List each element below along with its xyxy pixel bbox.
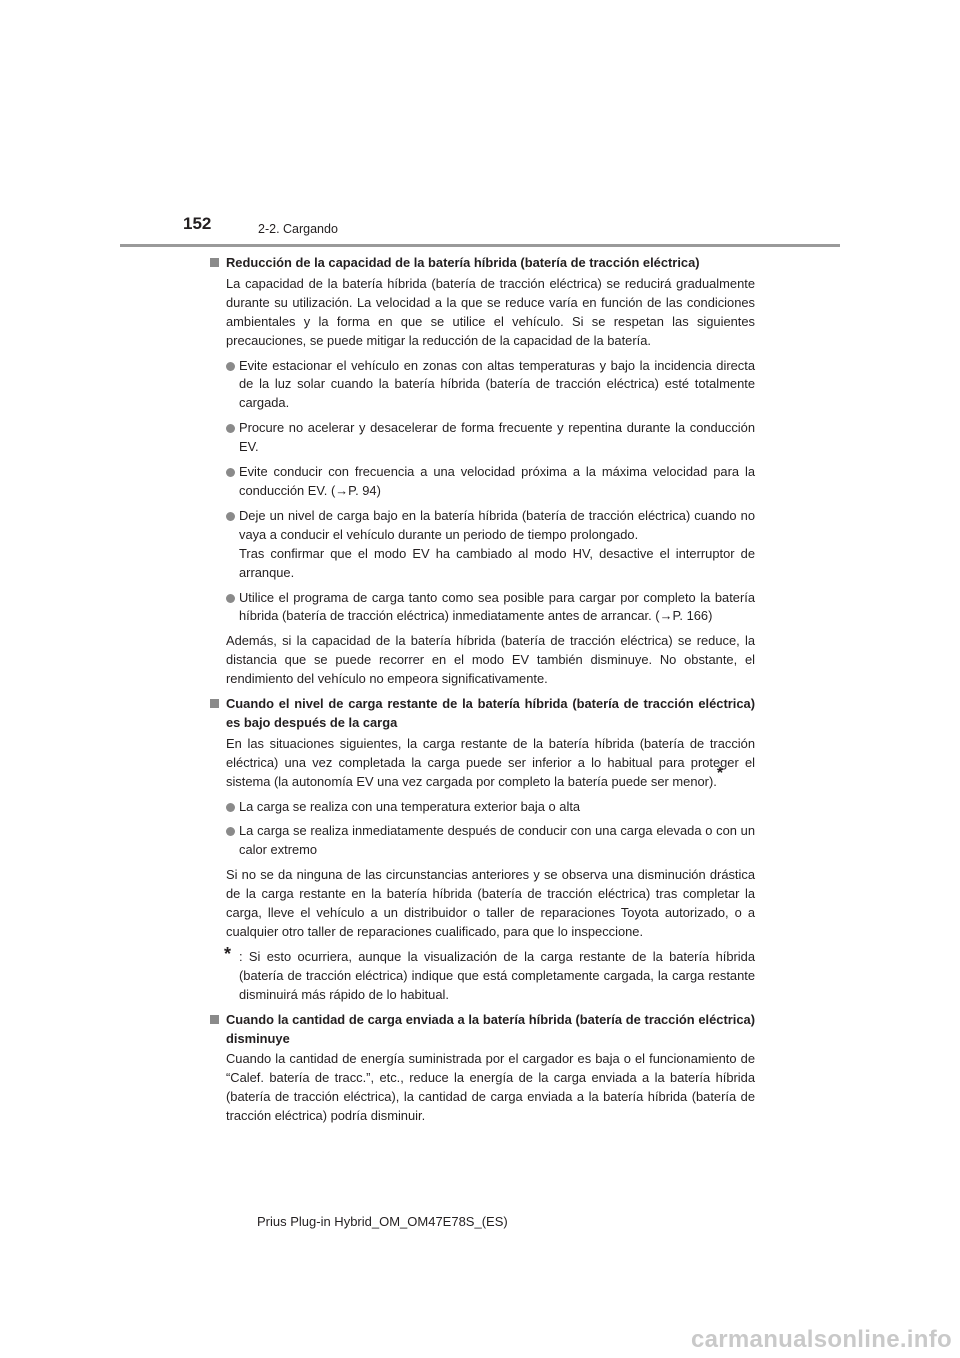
section-outro: Si no se da ninguna de las circunstancias anteriores y se observa una disminución drástica de la carga restante en la batería híbrida (batería de tracción eléctrica) tras completar la carga, lleve el vehículo a un distribuidor o taller de reparaciones Toyota autorizado, o a cualquier otro taller de reparaciones cualificado, para que lo inspeccione. (226, 867, 755, 939)
page-number: 152 (183, 214, 212, 233)
square-bullet-icon (210, 258, 219, 267)
section-intro: En las situaciones siguientes, la carga restante de la batería híbrida (batería de tracción eléctrica) una vez completada la carga puede ser inferior a lo habitual para proteger el sistema (la autonomía EV una vez cargada por completo la batería puede ser menor).* (226, 735, 755, 789)
list-item: Procure no acelerar y desacelerar de forma frecuente y repentina durante la conducción EV. (210, 419, 755, 457)
watermark: carmanualsonline.info (690, 1326, 952, 1353)
square-bullet-icon (210, 699, 219, 708)
round-bullet-icon (226, 362, 235, 371)
header-rule (120, 244, 840, 247)
list-item: La carga se realiza inmediatamente después de conducir con una carga elevada o con un calor extremo (210, 822, 755, 860)
page-content (210, 254, 755, 1132)
section-heading: Cuando la cantidad de carga enviada a la batería híbrida (batería de tracción eléctrica) disminuye (210, 1011, 755, 1049)
list-item: Utilice el programa de carga tanto como sea posible para cargar por completo la batería híbrida (batería de tracción eléctrica) inmediatamente antes de arrancar. (→P. 166) (210, 589, 755, 627)
section-heading: Cuando el nivel de carga restante de la batería híbrida (batería de tracción eléctrica) es bajo después de la carga (210, 695, 755, 733)
round-bullet-icon (226, 424, 235, 433)
footnote: * : Si esto ocurriera, aunque la visualización de la carga restante de la batería híbrida (batería de tracción eléctrica) indique que está completamente cargada, la carga restante disminuirá más rápido de lo habitual. (224, 943, 755, 1002)
section-intro: La capacidad de la batería híbrida (batería de tracción eléctrica) se reducirá gradualmente durante su utilización. La velocidad a la que se reduce varía en función de las condiciones ambientales y la forma en que se utilice el vehículo. Si se respetan las siguientes precauciones, se puede mitigar la reducción de la capacidad de la batería. (226, 275, 755, 348)
round-bullet-icon (226, 827, 235, 836)
footer-document-id: Prius Plug-in Hybrid_OM_OM47E78S_(ES) (257, 1214, 508, 1229)
section-intro: Cuando la cantidad de energía suministrada por el cargador es baja o el funcionamiento de “Calef. batería de tracc.”, etc., reduce la energía de la carga enviada a la batería híbrida (batería de tracción eléctrica), la cantidad de carga enviada a la batería híbrida (batería de tracción eléctrica) podría disminuir. (226, 1051, 755, 1124)
round-bullet-icon (226, 512, 235, 521)
list-item: Deje un nivel de carga bajo en la batería híbrida (batería de tracción eléctrica) cuando no vaya a conducir el vehículo durante un periodo de tiempo prolongado. Tras confirmar que el modo EV ha cambiado al modo HV, desactive el interruptor de arranque. (210, 507, 755, 583)
round-bullet-icon (226, 468, 235, 477)
round-bullet-icon (226, 594, 235, 603)
square-bullet-icon (210, 1015, 219, 1024)
footnote-marker: * (224, 943, 232, 964)
section-label: 2-2. Cargando (258, 222, 338, 236)
list-item: Evite estacionar el vehículo en zonas con altas temperaturas y bajo la incidencia directa de la luz solar cuando la batería híbrida (batería de tracción eléctrica) esté totalmente cargada. (210, 357, 755, 414)
round-bullet-icon (226, 803, 235, 812)
list-item: Evite conducir con frecuencia a una velocidad próxima a la máxima velocidad para la conducción EV. (→P. 94) (210, 463, 755, 501)
list-item: La carga se realiza con una temperatura exterior baja o alta (210, 798, 755, 817)
footnote-marker: * (716, 765, 724, 783)
section-heading: Reducción de la capacidad de la batería híbrida (batería de tracción eléctrica) (210, 254, 755, 273)
section-outro: Además, si la capacidad de la batería híbrida (batería de tracción eléctrica) se reduce, la distancia que se puede recorrer en el modo EV también disminuye. No obstante, el rendimiento del vehículo no empeora significativamente. (226, 633, 755, 687)
